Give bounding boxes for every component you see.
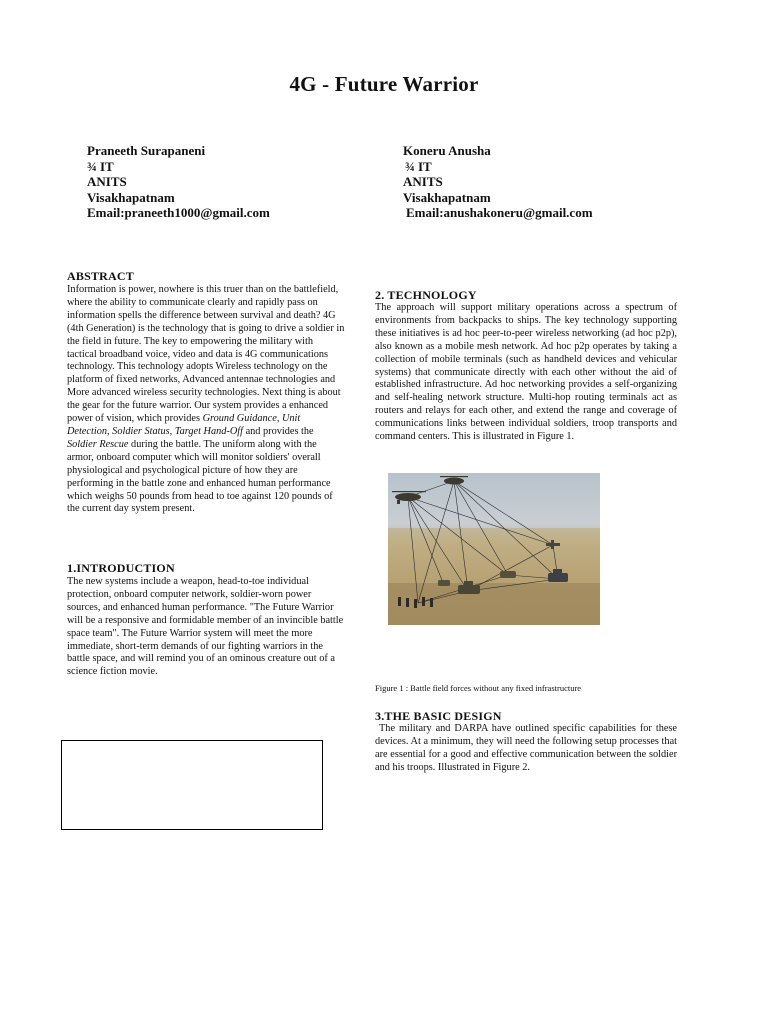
paper-title: 4G - Future Warrior	[289, 72, 479, 96]
abstract-italic-part: Soldier Rescue	[67, 438, 129, 450]
author-year: ¾ IT	[87, 158, 114, 174]
abstract-text	[67, 284, 345, 516]
author-college: ANITS	[87, 174, 127, 190]
abstract-text-part: during the battle. The uniform along with the armor, onboard computer which will monitor soldiers' overall physiological and psychological picture of how they are performing in the battle zone and enhanced human performance which weighs 50 pounds from head to toe against 120 pounds of the current day system present.	[67, 438, 333, 515]
author-city: Visakhapatnam	[87, 189, 175, 205]
introduction-heading: 1.INTRODUCTION	[67, 561, 175, 575]
technology-heading: 2. TECHNOLOGY	[375, 288, 477, 302]
vehicle-icon	[500, 571, 516, 578]
author-block-1	[87, 143, 270, 221]
basic-design-heading: 3.THE BASIC DESIGN	[375, 709, 502, 723]
author-name: Koneru Anusha	[403, 143, 491, 158]
battlefield-illustration	[388, 473, 600, 625]
abstract-text-part: and provides the	[243, 425, 314, 437]
author-email: Email:praneeth1000@gmail.com	[87, 205, 270, 221]
basic-design-text: The military and DARPA have outlined specific capabilities for these devices. At a minimum, they will need the following setup processes that are essential for a good and effective communication between the soldier and his troops. Illustrated in Figure 2.	[375, 723, 680, 773]
author-city: Visakhapatnam	[403, 189, 491, 205]
author-email: Email:anushakoneru@gmail.com	[406, 205, 593, 221]
author-name: Praneeth Surapaneni	[87, 143, 206, 158]
technology-text: The approach will support military operations across a spectrum of environments from backpacks to ships. The key technology supporting these initiatives is ad hoc peer-to-peer wireless networking (ad hoc p2p), also known as a mobile mesh network. Ad hoc p2p operates by taking a collection of mobile terminals (such as handheld devices and vehicular systems) that communicate directly with each other without the aid of established infrastructure. Ad hoc networking provides a self-organizing and self-healing network structure. Multi-hop routing terminals act as routers and relays for each other, and extend the range and coverage of communications links between individual soldiers, troop transports and command centers. This is illustrated in Figure 1.	[375, 302, 677, 443]
abstract-heading: ABSTRACT	[67, 269, 134, 283]
figure-caption: Figure 1 : Battle field forces without any fixed infrastructure	[375, 683, 582, 693]
abstract-italic-part: Ground Guidance, Unit Detection, Soldier Status, Target Hand-Off	[67, 413, 301, 437]
introduction-text: The new systems include a weapon, head-to-toe individual protection, onboard computer network, soldier-worn power sources, and enhanced human performance. "The Future Warrior will be a responsive and formidable member of an invincible battle space team". The Future Warrior system will meet the more immediate, short-term demands of our fighting warriors in the battle space, and will remind you of an ominous creature out of a science fiction movie.	[67, 576, 344, 678]
author-year: ¾ IT	[405, 158, 432, 174]
author-college: ANITS	[403, 174, 443, 190]
vehicle-icon	[438, 580, 450, 586]
empty-text-box	[61, 740, 323, 830]
battlefield-network-figure	[388, 473, 600, 625]
helicopter-icon	[392, 491, 426, 504]
author-block-2	[403, 143, 593, 221]
abstract-text-part: Information is power, nowhere is this truer than on the battlefield, where the ability to communicate clearly and rapidly pass on information spells the difference between survival and death? 4G (4th Generation) is the technology that is going to drive a soldier in the field in future. The key to empowering the military with tactical broadband voice, video and data is 4G communications technology. This technology adopts Wireless technology on the platform of fixed networks, Advanced antennae technologies and More advanced wireless security technologies. Next thing is about the gear for the future warrior. Our system provides a enhanced power of vision, which provides	[67, 284, 345, 425]
helicopter-icon	[440, 476, 468, 485]
